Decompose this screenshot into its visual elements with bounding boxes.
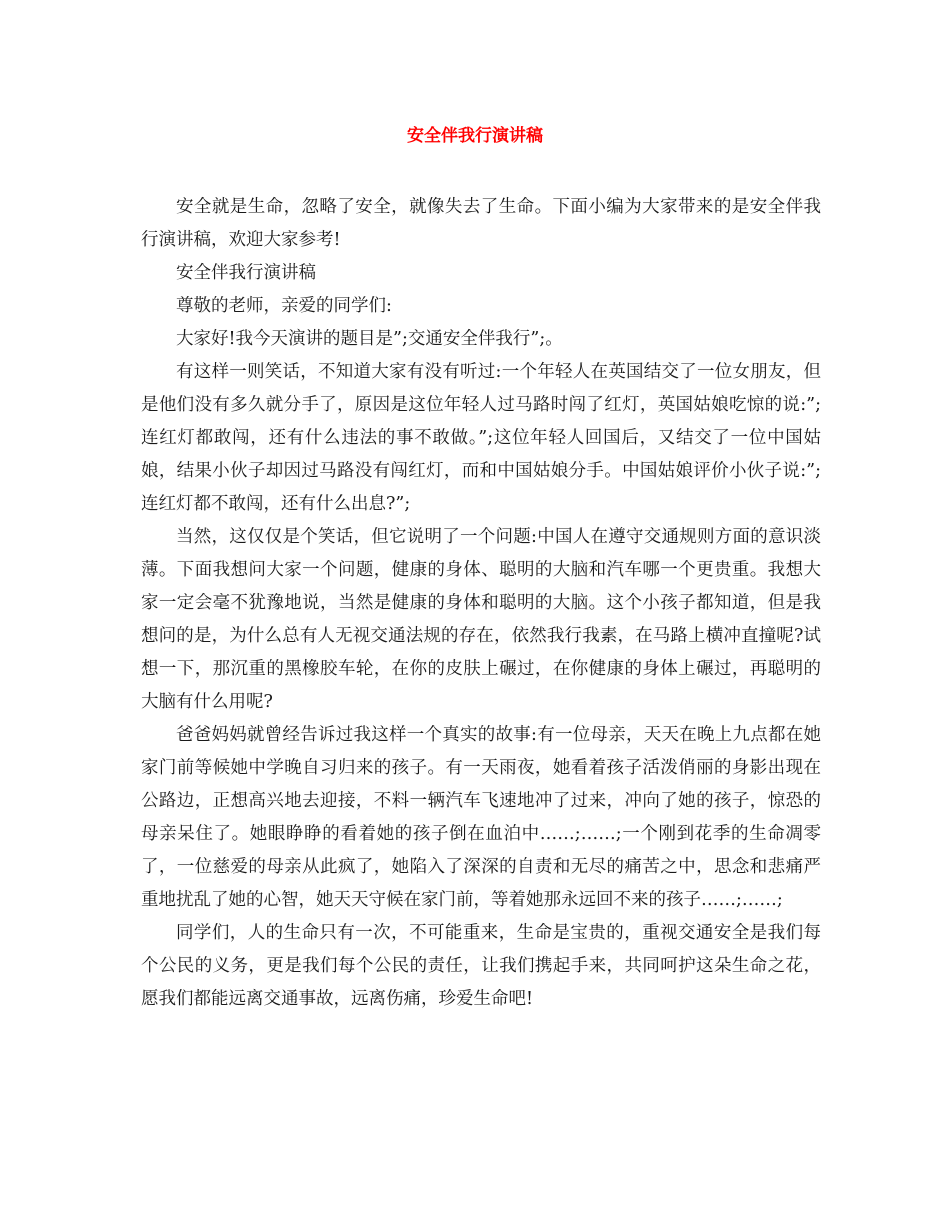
paragraph-salutation: 尊敬的老师，亲爱的同学们: <box>176 296 392 316</box>
paragraph-question: 当然，这仅仅是个笑话，但它说明了一个问题:中国人在遵守交通规则方面的意识淡薄。下面我想问大家一个问题，健康的身体、聪明的大脑和汽车哪一个更贵重。我想大家一定会毫不犹豫地说，当然是健康的身体和聪明的大脑。这个小孩子都知道，但是我想问的是，为什么总有人无视交通法规的存在，依然我行我素，在马路上横冲直撞呢?试想一下，那沉重的黑橡胶车轮，在你的皮肤上碾过，在你健康的身体上碾过，再聪明的大脑有什么用呢? <box>141 527 821 712</box>
document-title: 安全伴我行演讲稿 <box>407 126 543 146</box>
paragraph-greeting: 大家好!我今天演讲的题目是”;交通安全伴我行”;。 <box>176 329 563 349</box>
paragraph-joke: 有这样一则笑话，不知道大家有没有听过:一个年轻人在英国结交了一位女朋友，但是他们没有多久就分手了，原因是这位年轻人过马路时闯了红灯，英国姑娘吃惊的说:”;连红灯都敢闯，还有什么违法的事不敢做。”;这位年轻人回国后，又结交了一位中国姑娘，结果小伙子却因过马路没有闯红灯，而和中国姑娘分手。中国姑娘评价小伙子说:”;连红灯都不敢闯，还有什么出息?”; <box>141 362 821 514</box>
paragraph-story: 爸爸妈妈就曾经告诉过我这样一个真实的故事:有一位母亲，天天在晚上九点都在她家门前等候她中学晚自习归来的孩子。有一天雨夜，她看着孩子活泼俏丽的身影出现在公路边，正想高兴地去迎接，不料一辆汽车飞速地冲了过来，冲向了她的孩子，惊恐的母亲呆住了。她眼睁睁的看着她的孩子倒在血泊中……;……;一个刚到花季的生命凋零了，一位慈爱的母亲从此疯了，她陷入了深深的自责和无尽的痛苦之中，思念和悲痛严重地扰乱了她的心智，她天天守候在家门前，等着她那永远回不来的孩子……;……; <box>141 725 821 910</box>
paragraph-subtitle: 安全伴我行演讲稿 <box>176 263 316 283</box>
paragraph-intro: 安全就是生命，忽略了安全，就像失去了生命。下面小编为大家带来的是安全伴我行演讲稿，欢迎大家参考! <box>141 197 821 250</box>
paragraph-conclusion: 同学们，人的生命只有一次，不可能重来，生命是宝贵的，重视交通安全是我们每个公民的义务，更是我们每个公民的责任，让我们携起手来，共同呵护这朵生命之花，愿我们都能远离交通事故，远离伤痛，珍爱生命吧! <box>141 923 821 1009</box>
document-body <box>141 191 821 1016</box>
